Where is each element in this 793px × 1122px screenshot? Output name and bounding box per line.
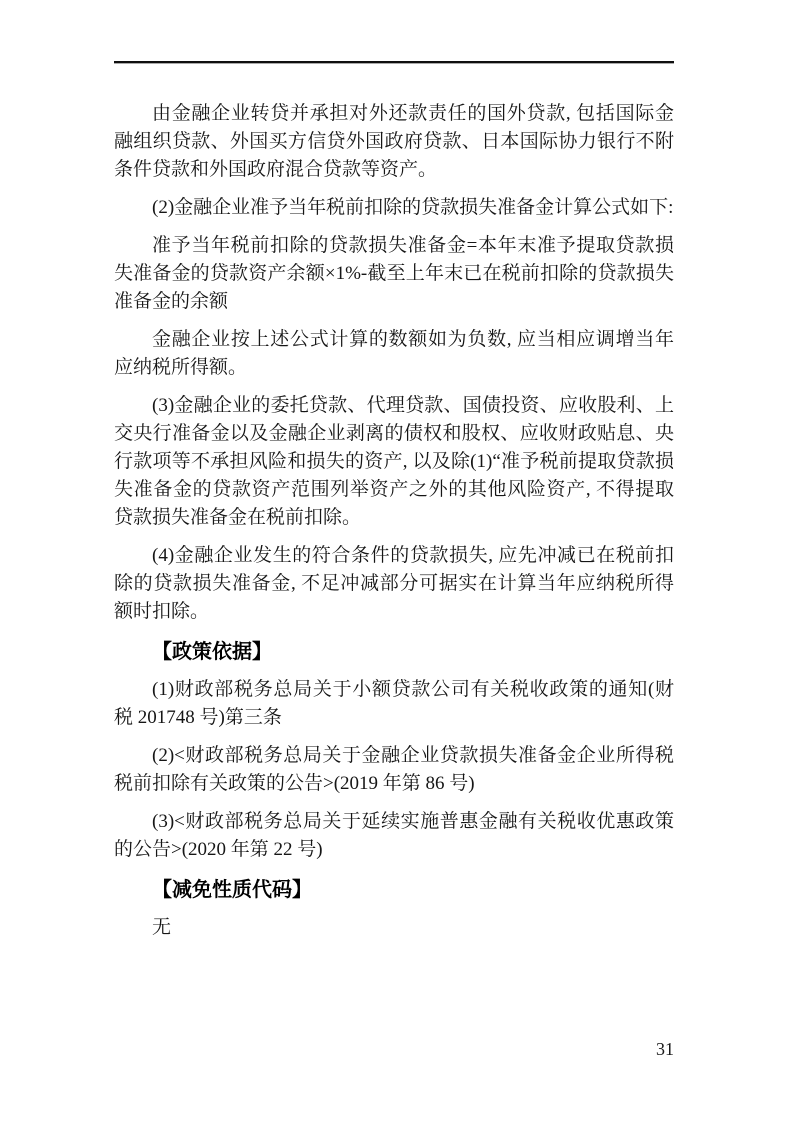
paragraph-foreign-loans-continued: 由金融企业转贷并承担对外还款责任的国外贷款, 包括国际金融组织贷款、外国买方信贷外国政府贷款、日本国际协力银行不附条件贷款和外国政府混合贷款等资产。 (114, 103, 674, 180)
header-rule (114, 61, 674, 64)
heading-reduction-nature-code: 【减免性质代码】 (152, 879, 312, 901)
page-content (114, 61, 674, 952)
paragraph-reference-1: (1)财政部税务总局关于小额贷款公司有关税收政策的通知(财税 201748 号)第三条 (114, 679, 674, 728)
heading-policy-basis: 【政策依据】 (152, 641, 272, 663)
paragraph-item-3-excluded-assets: (3)金融企业的委托贷款、代理贷款、国债投资、应收股利、上交央行准备金以及金融企业剥离的债权和股权、应收财政贴息、央行款项等不承担风险和损失的资产, 以及除(1)“准予税前提取贷款损失准备金的贷款资产范围列举资产之外的其他风险资产, 不得提取贷款损失准备金在税前扣除。 (114, 395, 674, 528)
paragraph-item-2-formula-intro: (2)金融企业准予当年税前扣除的贷款损失准备金计算公式如下: (152, 197, 674, 218)
paragraph-reference-3: (3)<财政部税务总局关于延续实施普惠金融有关税收优惠政策的公告>(2020 年第 22 号) (114, 811, 674, 860)
page-number: 31 (656, 1039, 674, 1059)
paragraph-deduction-formula: 准予当年税前扣除的贷款损失准备金=本年末准予提取贷款损失准备金的贷款资产余额×1%-截至上年末已在税前扣除的贷款损失准备金的余额 (114, 235, 674, 312)
paragraph-reference-2: (2)<财政部税务总局关于金融企业贷款损失准备金企业所得税税前扣除有关政策的公告>(2019 年第 86 号) (114, 745, 674, 794)
paragraph-negative-amount-rule: 金融企业按上述公式计算的数额如为负数, 应当相应调增当年应纳税所得额。 (114, 329, 674, 378)
paragraph-item-4-loan-losses: (4)金融企业发生的符合条件的贷款损失, 应先冲减已在税前扣除的贷款损失准备金, 不足冲减部分可据实在计算当年应纳税所得额时扣除。 (114, 545, 674, 622)
paragraph-none: 无 (152, 917, 172, 938)
